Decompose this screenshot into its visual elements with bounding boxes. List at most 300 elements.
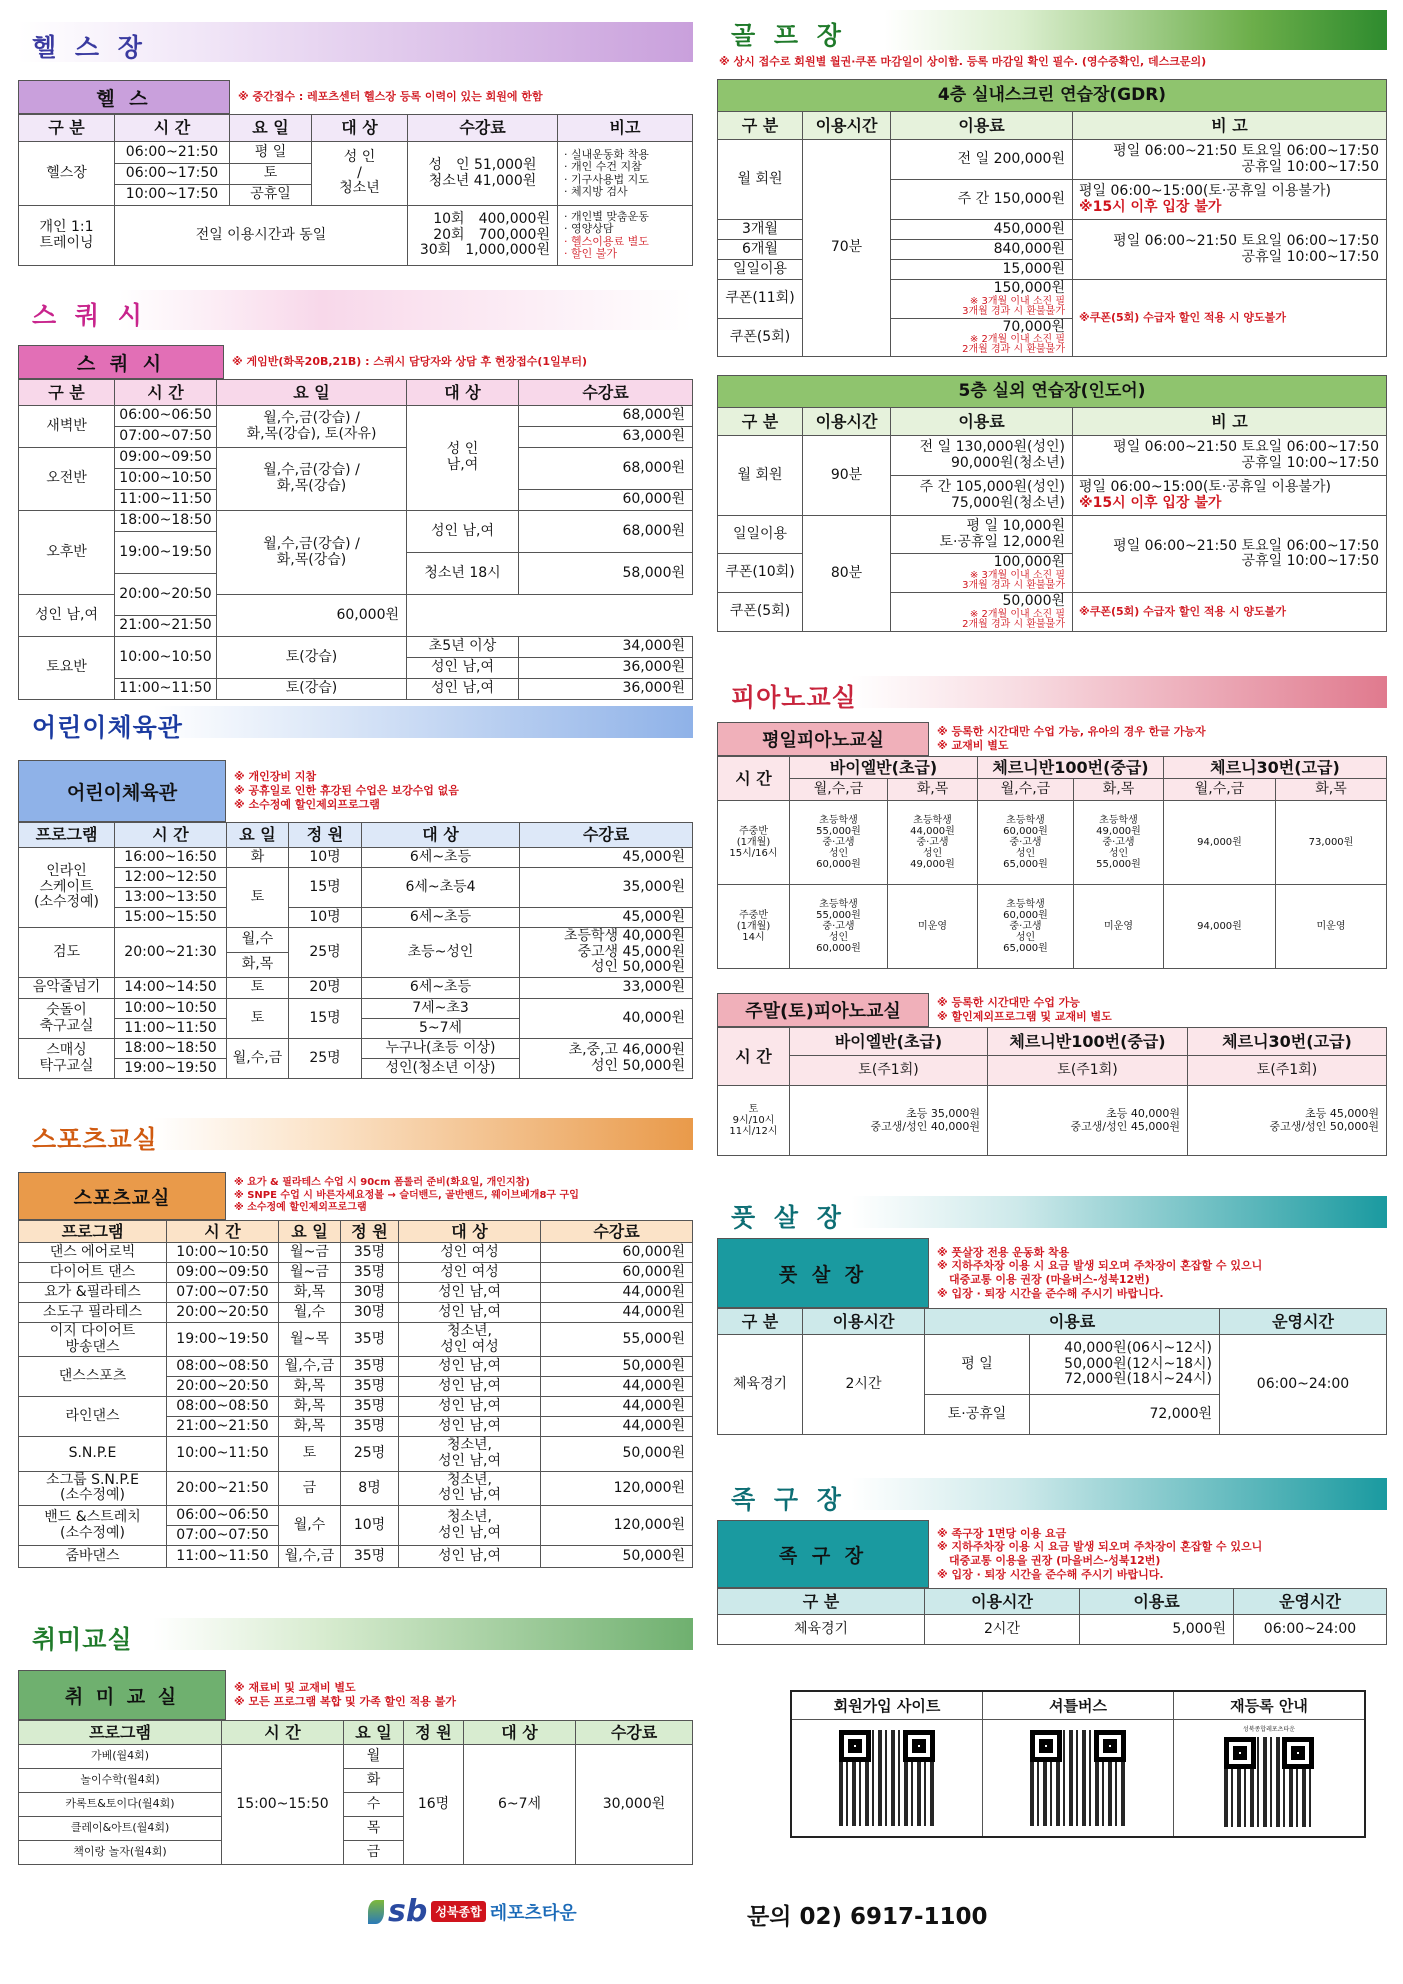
kids-title [18, 760, 693, 822]
kids-time: 18:00~18:50 [115, 1039, 227, 1059]
kids-day: 화 [227, 848, 289, 868]
contact: 문의 02) 6917-1100 [747, 1904, 988, 1930]
health-note: ※ 중간접수 : 레포츠센터 헬스장 등록 이력이 있는 회원에 한함 [238, 90, 543, 104]
outdoor-fee: 100,000원 [993, 554, 1065, 571]
sports-cap: 35명 [341, 1243, 399, 1263]
kids-program: 검도 [19, 928, 115, 978]
squash-target: 성인 남,여 [407, 511, 519, 553]
sports-day: 화,목 [279, 1397, 341, 1417]
kids-target: 6세~초등 [362, 848, 520, 868]
kids-fee: 초등학생 40,000원 중고생 45,000원 성인 50,000원 [520, 928, 693, 978]
sports-cap: 35명 [341, 1397, 399, 1417]
hobby-fee: 30,000원 [576, 1745, 693, 1865]
kids-time: 20:00~21:30 [115, 928, 227, 978]
header-cell: 수강료 [576, 1721, 693, 1745]
hobby-day: 화 [344, 1769, 404, 1793]
sports-target: 성인 남,여 [399, 1303, 541, 1323]
header-cell: 요 일 [279, 1221, 341, 1243]
qr-signup[interactable] [792, 1692, 983, 1836]
header-cell: 프로그램 [19, 1221, 167, 1243]
hobby-note: ※ 재료비 및 교재비 별도 [234, 1681, 356, 1695]
outdoor-fee: 평 일 10,000원 토·공휴일 12,000원 [891, 516, 1073, 554]
sports-day: 월~금 [279, 1243, 341, 1263]
outdoor-remark: 평일 06:00~21:50 토요일 06:00~17:50 공휴일 10:00~17:50 [1073, 516, 1387, 593]
squash-days: 월,수,금(강습) / 화,목(강습), 토(자유) [217, 406, 407, 448]
kids-target: 6세~초등 [362, 908, 520, 928]
squash-title [18, 345, 693, 379]
sports-fee: 50,000원 [541, 1357, 693, 1377]
sports-fee: 44,000원 [541, 1397, 693, 1417]
hobby-program: 카록트&토이다(월4회) [19, 1793, 222, 1817]
squash-days: 토(강습) [217, 637, 407, 679]
gdr-type: 6개월 [718, 240, 803, 260]
outdoor-fee-cell [891, 593, 1073, 632]
kids-target: 누구나(초등 이상) [362, 1039, 520, 1059]
kids-note: ※ 소수정예 할인제외프로그램 [234, 797, 380, 811]
piano-heading-bar [717, 676, 1387, 712]
kids-day: 월,수 [227, 928, 289, 953]
futsal-holiday: 토·공휴일 [925, 1395, 1030, 1435]
health-table [18, 114, 693, 266]
sports-section [18, 1118, 693, 1568]
squash-time: 10:00~10:50 [115, 469, 217, 490]
gdr-title: 4층 실내스크린 연습장(GDR) [718, 80, 1387, 112]
gdr-remark-red: ※15시 이후 입장 불가 [1079, 198, 1222, 215]
qr-label: 회원가입 사이트 [792, 1692, 982, 1720]
sports-day: 금 [279, 1471, 341, 1505]
piano-level: 체르니30번(고급) [1188, 1028, 1387, 1056]
hobby-day: 목 [344, 1817, 404, 1841]
sports-cap: 35명 [341, 1323, 399, 1357]
sports-target: 성인 남,여 [399, 1546, 541, 1568]
futsal-weekday-fee: 40,000원(06시~12시) 50,000원(12시~18시) 72,000원(18시~24시) [1030, 1335, 1220, 1395]
foot-cell: 체육경기 [718, 1615, 925, 1645]
gdr-remark-cell [1073, 180, 1387, 220]
squash-target: 성인 남,여 [407, 658, 519, 679]
squash-fee: 58,000원 [519, 553, 693, 595]
squash-target: 초5년 이상 [407, 637, 519, 658]
piano-weekend-fee: 초등 40,000원 중고생/성인 45,000원 [988, 1086, 1188, 1156]
header-cell: 요 일 [344, 1721, 404, 1745]
outdoor-remark-red: ※15시 이후 입장 불가 [1079, 494, 1222, 511]
piano-level: 체르니반100번(중급) [988, 1028, 1188, 1056]
sports-program: 다이어트 댄스 [19, 1263, 167, 1283]
qr-code-icon[interactable] [839, 1730, 935, 1826]
health-heading-bar [18, 22, 693, 62]
qr-tiny-label: 성북종합레포츠타운 [1242, 1726, 1296, 1733]
hobby-day: 금 [344, 1841, 404, 1865]
squash-target: 성인 남,여 [19, 595, 115, 637]
gdr-fee: 15,000원 [891, 260, 1073, 280]
sports-cap: 35명 [341, 1417, 399, 1437]
hobby-target: 6~7세 [464, 1745, 576, 1865]
squash-group: 오후반 [19, 511, 115, 595]
qr-code-icon[interactable] [1030, 1730, 1126, 1826]
header-cell: 프로그램 [19, 1721, 222, 1745]
header-cell: 시 간 [115, 115, 230, 142]
header-cell: 구 분 [718, 1309, 803, 1335]
kids-cap: 10명 [289, 908, 362, 928]
gdr-fee-cell [891, 280, 1073, 319]
squash-heading-bar [18, 290, 693, 330]
foot-heading: 족 구 장 [731, 1485, 846, 1514]
logo-badge: 성북종합 [431, 1901, 485, 1922]
kids-fee: 45,000원 [520, 908, 693, 928]
kids-cap: 15명 [289, 999, 362, 1039]
health-day: 평 일 [230, 142, 312, 164]
kids-time: 12:00~12:50 [115, 868, 227, 888]
health-target: 성 인 / 청소년 [312, 142, 408, 206]
piano-days: 월,수,금 [978, 779, 1074, 801]
table-row [19, 1323, 693, 1357]
piano-sat: 토(주1회) [1188, 1056, 1387, 1086]
sports-fee: 44,000원 [541, 1303, 693, 1323]
kids-time: 15:00~15:50 [115, 908, 227, 928]
header-cell: 정 원 [404, 1721, 464, 1745]
kids-target: 5~7세 [362, 1019, 520, 1039]
logo-sb: sb [388, 1894, 428, 1929]
piano-days: 화,목 [1074, 779, 1164, 801]
piano-weekday-box: 평일피아노교실 [717, 722, 929, 756]
health-time: 10:00~17:50 [115, 185, 230, 206]
gdr-fee: 70,000원 [1002, 318, 1065, 335]
sports-program: 댄스 에어로빅 [19, 1243, 167, 1263]
squash-time: 19:00~19:50 [115, 532, 217, 574]
hobby-program: 클레이&아트(월4회) [19, 1817, 222, 1841]
gdr-fee: 450,000원 [891, 220, 1073, 240]
header-cell: 시 간 [115, 823, 227, 848]
outdoor-remark: 평일 06:00~21:50 토요일 06:00~17:50 공휴일 10:00~17:50 [1073, 436, 1387, 476]
piano-note: ※ 등록한 시간대만 수업 가능 [937, 996, 1080, 1010]
header-cell: 비 고 [1073, 112, 1387, 140]
piano-weekend-title [717, 993, 1387, 1027]
header-cell: 이용시간 [925, 1589, 1080, 1615]
piano-weekday-table [717, 756, 1387, 969]
futsal-weekday: 평 일 [925, 1335, 1030, 1395]
squash-time: 07:00~07:50 [115, 427, 217, 448]
pt-time: 전일 이용시간과 동일 [115, 206, 408, 266]
sports-fee: 44,000원 [541, 1377, 693, 1397]
header-cell: 비고 [558, 115, 693, 142]
foot-note: 대중교통 이용을 권장 (마을버스-성북12번) [949, 1554, 1161, 1567]
health-remarks: · 실내운동화 착용 · 개인 수건 지참 · 기구사용법 지도 · 체지방 검사 [558, 142, 693, 206]
sports-time: 06:00~06:50 [167, 1506, 279, 1526]
footer-logo [368, 1894, 577, 1929]
outdoor-table [717, 375, 1387, 631]
kids-cap: 15명 [289, 868, 362, 908]
sports-time: 09:00~09:50 [167, 1263, 279, 1283]
gdr-type: 쿠폰(11회) [718, 280, 803, 319]
outdoor-type: 월 회원 [718, 436, 803, 516]
kids-cap: 25명 [289, 928, 362, 978]
squash-time: 06:00~06:50 [115, 406, 217, 427]
kids-notes [226, 760, 459, 822]
squash-days: 월,수,금(강습) / 화,목(강습) [217, 448, 407, 511]
sports-time: 20:00~21:50 [167, 1471, 279, 1505]
table-row [19, 1283, 693, 1303]
sports-time: 19:00~19:50 [167, 1323, 279, 1357]
sports-time: 20:00~20:50 [167, 1377, 279, 1397]
piano-fee: 초등학생 44,000원 중·고생 성인 49,000원 [888, 801, 978, 885]
futsal-heading-bar [717, 1196, 1387, 1232]
sports-cap: 30명 [341, 1303, 399, 1323]
sports-time: 10:00~10:50 [167, 1243, 279, 1263]
header-cell: 이용료 [891, 112, 1073, 140]
header-cell: 수강료 [519, 380, 693, 406]
sports-day: 화,목 [279, 1283, 341, 1303]
sports-program: 댄스스포츠 [19, 1357, 167, 1397]
sports-cap: 35명 [341, 1263, 399, 1283]
squash-heading: 스 쿼 시 [32, 301, 147, 330]
sports-table [18, 1220, 693, 1568]
hobby-day: 월 [344, 1745, 404, 1769]
kids-box: 어린이체육관 [18, 760, 226, 822]
foot-section [717, 1478, 1387, 1645]
kids-cap: 10명 [289, 848, 362, 868]
sports-title [18, 1172, 693, 1220]
futsal-heading: 풋 살 장 [731, 1203, 846, 1232]
sports-program: 이지 다이어트 방송댄스 [19, 1323, 167, 1357]
sports-time: 08:00~08:50 [167, 1397, 279, 1417]
outdoor-fee: 전 일 130,000원(성인) 90,000원(청소년) [891, 436, 1073, 476]
kids-program: 인라인 스케이트 (소수정예) [19, 848, 115, 928]
sports-time: 21:00~21:50 [167, 1417, 279, 1437]
sports-program: 줌바댄스 [19, 1546, 167, 1568]
squash-fee: 68,000원 [519, 448, 693, 490]
qr-shuttle[interactable] [983, 1692, 1174, 1836]
kids-fee: 35,000원 [520, 868, 693, 908]
squash-note: ※ 게임반(화목20B,21B) : 스쿼시 담당자와 상담 후 현장접수(1일부터) [232, 355, 587, 369]
pt-name: 개인 1:1 트레이닝 [19, 206, 115, 266]
futsal-notes [929, 1238, 1262, 1308]
kids-cap: 25명 [289, 1039, 362, 1079]
golf-heading-bar [717, 10, 1387, 50]
kids-target: 성인(청소년 이상) [362, 1059, 520, 1079]
squash-fee: 36,000원 [519, 658, 693, 679]
hobby-notes [226, 1670, 456, 1720]
header-cell: 이용료 [1080, 1589, 1234, 1615]
gdr-type: 일일이용 [718, 260, 803, 280]
header-cell: 시 간 [167, 1221, 279, 1243]
piano-row-time: 주중반 (1개월) 15시/16시 [718, 801, 790, 885]
gdr-remark: 평일 06:00~15:00(토·공휴일 이용불가) [1079, 182, 1331, 199]
table-row [19, 1471, 693, 1505]
foot-title [717, 1520, 1387, 1588]
piano-fee: 미운영 [1074, 885, 1164, 969]
piano-fee: 미운영 [888, 885, 978, 969]
piano-fee: 94,000원 [1164, 801, 1276, 885]
table-row [19, 1243, 693, 1263]
kids-note: ※ 개인장비 지참 [234, 770, 317, 784]
health-time: 06:00~21:50 [115, 142, 230, 164]
piano-level: 바이엘반(초급) [790, 757, 978, 779]
qr-code-icon[interactable] [1224, 1737, 1314, 1827]
kids-time: 14:00~14:50 [115, 978, 227, 999]
hobby-program: 놀이수학(월4회) [19, 1769, 222, 1793]
header-cell: 요 일 [227, 823, 289, 848]
foot-cell: 2시간 [925, 1615, 1080, 1645]
header-cell: 이용시간 [803, 1309, 925, 1335]
sports-note: ※ SNPE 수업 시 바른자세요정볼 → 슬더밴드, 골반밴드, 웨이브베개8구 구입 [234, 1189, 579, 1201]
squash-time: 18:00~18:50 [115, 511, 217, 532]
sports-time: 08:00~08:50 [167, 1357, 279, 1377]
futsal-dur: 2시간 [803, 1335, 925, 1435]
qr-reregister[interactable] [1174, 1692, 1364, 1836]
header-cell: 이용시간 [803, 408, 891, 436]
hobby-program: 책이랑 놀자(월4회) [19, 1841, 222, 1865]
kids-time: 10:00~10:50 [115, 999, 227, 1019]
sports-note: ※ 소수정예 할인제외프로그램 [234, 1202, 367, 1214]
kids-day: 토 [227, 868, 289, 928]
piano-heading: 피아노교실 [731, 683, 857, 712]
sports-day: 월,수,금 [279, 1357, 341, 1377]
sports-cap: 25명 [341, 1437, 399, 1471]
golf-heading: 골 프 장 [731, 21, 846, 50]
squash-fee: 68,000원 [519, 511, 693, 553]
header-cell: 이용료 [891, 408, 1073, 436]
sports-cap: 10명 [341, 1506, 399, 1546]
kids-day: 토 [227, 999, 289, 1039]
sports-fee: 60,000원 [541, 1243, 693, 1263]
kids-section [18, 706, 693, 1079]
kids-program: 숫돌이 축구교실 [19, 999, 115, 1039]
futsal-note: ※ 지하주차장 이용 시 요금 발생 되오며 주차장이 혼잡할 수 있으니 [937, 1259, 1263, 1273]
futsal-box: 풋 살 장 [717, 1238, 929, 1308]
gdr-fee: 주 간 150,000원 [891, 180, 1073, 220]
hobby-heading: 취미교실 [32, 1625, 133, 1654]
foot-box: 족 구 장 [717, 1520, 929, 1588]
sports-box: 스포츠교실 [18, 1172, 226, 1220]
sports-day: 토 [279, 1437, 341, 1471]
sports-cap: 35명 [341, 1357, 399, 1377]
hobby-heading-bar [18, 1618, 693, 1654]
sports-day: 월,수 [279, 1303, 341, 1323]
header-cell: 요 일 [217, 380, 407, 406]
header-cell: 프로그램 [19, 823, 115, 848]
kids-time: 19:00~19:50 [115, 1059, 227, 1079]
squash-fee: 60,000원 [217, 595, 407, 637]
sports-time: 20:00~20:50 [167, 1303, 279, 1323]
sports-program: 라인댄스 [19, 1397, 167, 1437]
piano-days: 월,수,금 [790, 779, 888, 801]
sports-note: ※ 요가 & 필라테스 수업 시 90cm 폼롤러 준비(화요일, 개인지참) [234, 1177, 530, 1189]
sports-target: 성인 남,여 [399, 1377, 541, 1397]
sports-fee: 55,000원 [541, 1323, 693, 1357]
sports-program: 소도구 필라테스 [19, 1303, 167, 1323]
piano-weekend-table [717, 1027, 1387, 1156]
sports-cap: 35명 [341, 1377, 399, 1397]
piano-weekend-fee: 초등 35,000원 중고생/성인 40,000원 [790, 1086, 988, 1156]
header-cell: 운영시간 [1234, 1589, 1387, 1615]
futsal-note: ※ 입장 · 퇴장 시간을 준수해 주시기 바랍니다. [937, 1286, 1164, 1300]
health-box: 헬 스 [18, 80, 230, 114]
piano-weekend-box: 주말(토)피아노교실 [717, 993, 929, 1027]
sports-target: 청소년, 성인 여성 [399, 1323, 541, 1357]
piano-row-time: 주중반 (1개월) 14시 [718, 885, 790, 969]
kids-day: 월,수,금 [227, 1039, 289, 1079]
squash-group: 토요반 [19, 637, 115, 700]
squash-days: 월,수,금(강습) / 화,목(강습) [217, 511, 407, 595]
piano-fee: 초등학생 60,000원 중·고생 성인 65,000원 [978, 801, 1074, 885]
squash-time: 10:00~10:50 [115, 637, 217, 679]
sports-day: 월~목 [279, 1323, 341, 1357]
squash-fee: 60,000원 [519, 490, 693, 511]
futsal-title [717, 1238, 1387, 1308]
squash-fee: 34,000원 [519, 637, 693, 658]
qr-panel [790, 1690, 1366, 1838]
header-cell: 이용시간 [803, 112, 891, 140]
kids-target: 7세~초3 [362, 999, 520, 1019]
health-time: 06:00~17:50 [115, 164, 230, 185]
futsal-section [717, 1196, 1387, 1435]
outdoor-type: 쿠폰(10회) [718, 554, 803, 593]
piano-sat: 토(주1회) [988, 1056, 1188, 1086]
squash-table [18, 379, 693, 700]
gdr-table [717, 79, 1387, 357]
sports-fee: 50,000원 [541, 1546, 693, 1568]
piano-fee: 초등학생 55,000원 중·고생 성인 60,000원 [790, 801, 888, 885]
foot-cell: 5,000원 [1080, 1615, 1234, 1645]
header-cell: 구 분 [718, 408, 803, 436]
health-heading: 헬 스 장 [32, 33, 147, 62]
header-cell: 구 분 [19, 115, 115, 142]
squash-time: 09:00~09:50 [115, 448, 217, 469]
sports-fee: 60,000원 [541, 1263, 693, 1283]
outdoor-type: 쿠폰(5회) [718, 593, 803, 632]
header-cell: 대 상 [362, 823, 520, 848]
header-cell: 수강료 [520, 823, 693, 848]
foot-notes [929, 1520, 1262, 1588]
sports-program: S.N.P.E [19, 1437, 167, 1471]
header-cell: 대 상 [399, 1221, 541, 1243]
kids-time: 16:00~16:50 [115, 848, 227, 868]
piano-time-header: 시 간 [718, 757, 790, 801]
header-cell: 대 상 [464, 1721, 576, 1745]
sports-time: 07:00~07:50 [167, 1526, 279, 1546]
kids-target: 6세~초등 [362, 978, 520, 999]
foot-note: ※ 족구장 1면당 이용 요금 [937, 1526, 1067, 1540]
futsal-holiday-fee: 72,000원 [1030, 1395, 1220, 1435]
squash-fee: 63,000원 [519, 427, 693, 448]
golf-section [717, 10, 1387, 632]
hobby-day: 수 [344, 1793, 404, 1817]
hobby-table [18, 1720, 693, 1865]
sports-program: 소그룹 S.N.P.E (소수정예) [19, 1471, 167, 1505]
hobby-title [18, 1670, 693, 1720]
sports-target: 성인 여성 [399, 1263, 541, 1283]
header-cell: 시 간 [222, 1721, 344, 1745]
outdoor-title: 5층 실외 연습장(인도어) [718, 376, 1387, 408]
futsal-note: ※ 풋살장 전용 운동화 착용 [937, 1245, 1070, 1259]
sports-target: 청소년, 성인 남,여 [399, 1437, 541, 1471]
hobby-section [18, 1618, 693, 1865]
piano-weekday-notes [929, 722, 1206, 756]
futsal-hours: 06:00~24:00 [1220, 1335, 1387, 1435]
gdr-fee: 840,000원 [891, 240, 1073, 260]
header-cell: 정 원 [289, 823, 362, 848]
header-cell: 정 원 [341, 1221, 399, 1243]
sports-day: 화,목 [279, 1417, 341, 1437]
qr-label: 셔틀버스 [983, 1692, 1173, 1720]
header-cell: 구 분 [718, 1589, 925, 1615]
kids-program: 스매싱 탁구교실 [19, 1039, 115, 1079]
sports-day: 화,목 [279, 1377, 341, 1397]
logo-leaf-icon [368, 1900, 384, 1924]
piano-fee: 73,000원 [1276, 801, 1387, 885]
outdoor-time: 80분 [803, 516, 891, 631]
header-cell: 요 일 [230, 115, 312, 142]
sports-fee: 120,000원 [541, 1506, 693, 1546]
